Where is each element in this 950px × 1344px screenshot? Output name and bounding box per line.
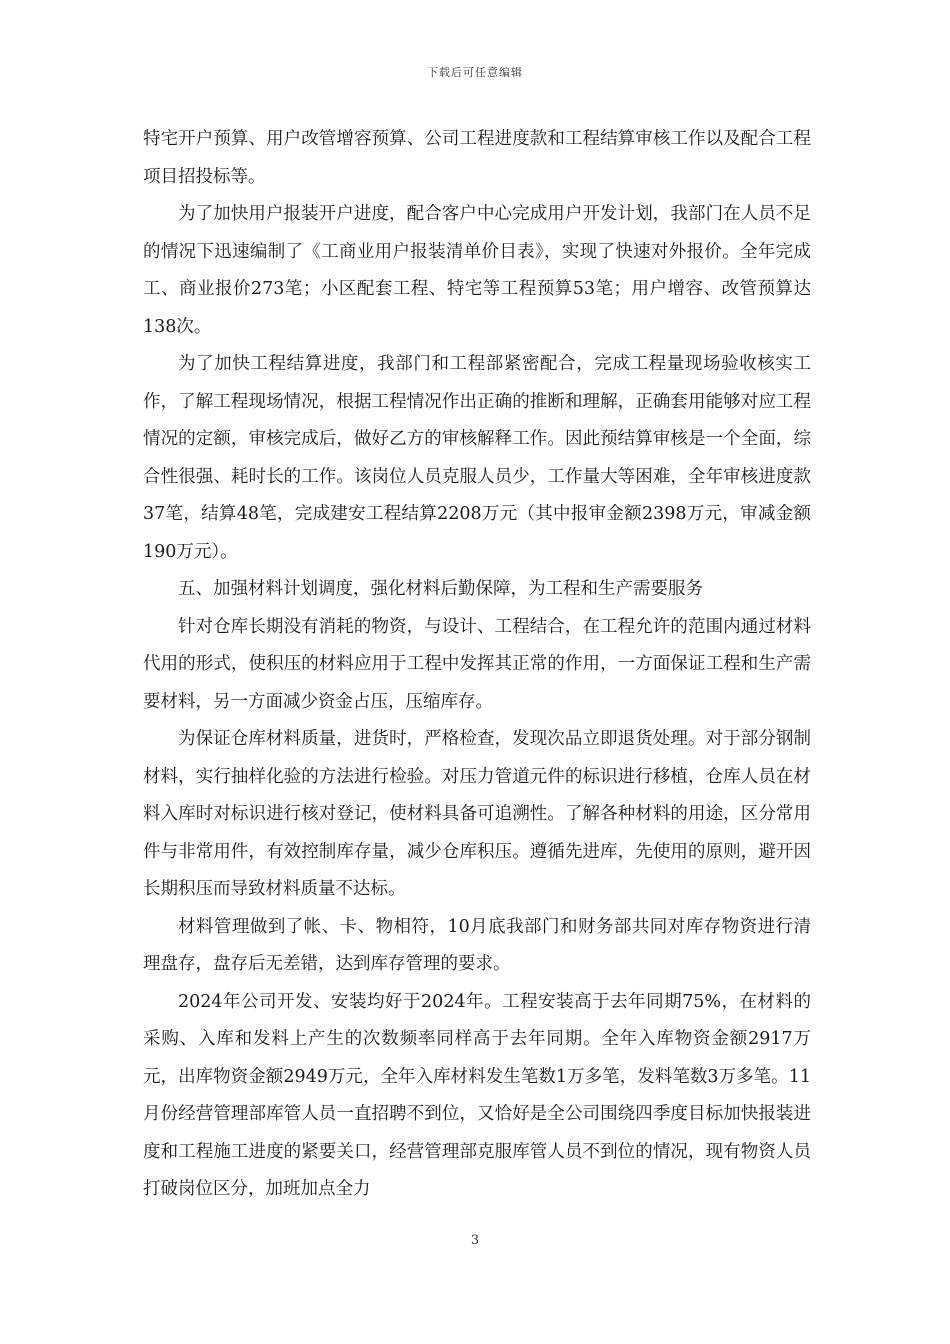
paragraph-inventory-check: 材料管理做到了帐、卡、物相符，10月底我部门和财务部共同对库存物资进行清理盘存，盘存后无差错，达到库存管理的要求。: [143, 916, 811, 974]
paragraph-settlement-review: 为了加快工程结算进度，我部门和工程部紧密配合，完成工程量现场验收核实工作，了解工程现场情况，根据工程情况作出正确的推断和理解，正确套用能够对应工程情况的定额，审核完成后，做好乙方的审核解释工作。因此预结算审核是一个全面，综合性很强、耗时长的工作。该岗位人员克服人员少，工作量大等困难，全年审核进度款37笔，结算48笔，完成建安工程结算2208万元（其中报审金额2398万元，审减金额190万元）。: [143, 354, 811, 562]
paragraph-material-substitution: 针对仓库长期没有消耗的物资，与设计、工程结合，在工程允许的范围内通过材料代用的形式，使积压的材料应用于工程中发挥其正常的作用，一方面保证工程和生产需要材料，另一方面减少资金占压，压缩库存。: [143, 616, 811, 712]
paragraph-annual-statistics: 2024年公司开发、安装均好于2024年。工程安装高于去年同期75%，在材料的采购、入库和发料上产生的次数频率同样高于去年同期。全年入库物资金额2917万元，出库物资金额2949万元，全年入库材料发生笔数1万多笔，发料笔数3万多笔。11月份经营管理部库管人员一直招聘不到位，又恰好是全公司围绕四季度目标加快报装进度和工程施工进度的紧要关口，经营管理部克服库管人员不到位的情况，现有物资人员打破岗位区分，加班加点全力: [143, 991, 811, 1199]
document-body: [143, 121, 811, 1209]
paragraph-quote-pricing: 为了加快用户报装开户进度，配合客户中心完成用户开发计划，我部门在人员不足的情况下迅速编制了《工商业用户报装清单价目表》，实现了快速对外报价。全年完成工、商业报价273笔；小区配套工程、特宅等工程预算53笔；用户增容、改管预算达138次。: [143, 204, 811, 337]
paragraph-continuation: 特宅开户预算、用户改管增容预算、公司工程进度款和工程结算审核工作以及配合工程项目招投标等。: [143, 129, 811, 187]
section-heading-five: 五、加强材料计划调度，强化材料后勤保障，为工程和生产需要服务: [178, 579, 703, 599]
page-number: 3: [470, 1233, 480, 1248]
paragraph-quality-control: 为保证仓库材料质量，进货时，严格检查，发现次品立即退货处理。对于部分钢制材料，实行抽样化验的方法进行检验。对压力管道元件的标识进行移植，仓库人员在材料入库时对标识进行核对登记，使材料具备可追溯性。了解各种材料的用途，区分常用件与非常用件，有效控制库存量，减少仓库积压。遵循先进库，先使用的原则，避开因长期积压而导致材料质量不达标。: [143, 729, 811, 899]
page-header: 下载后可任意编辑: [427, 66, 523, 79]
